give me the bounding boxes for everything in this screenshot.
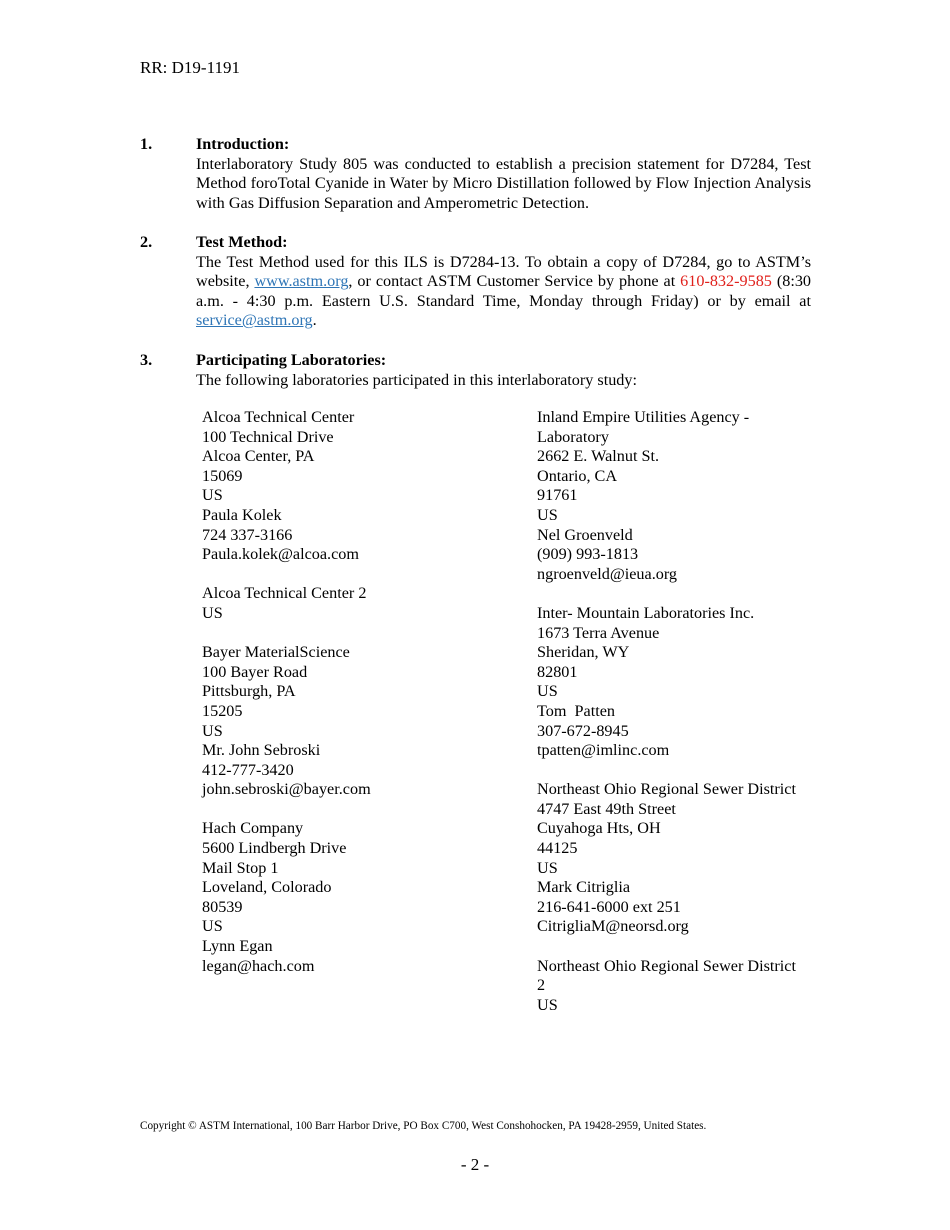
lab-country: US	[537, 505, 558, 524]
lab-phone: 412-777-3420	[202, 760, 294, 779]
service-email-link[interactable]: service@astm.org	[196, 311, 313, 330]
lab-name: Hach Company	[202, 819, 304, 838]
labs-left-column	[202, 408, 522, 996]
lab-contact: Lynn Egan	[202, 937, 273, 956]
lab-phone: 216-641-6000 ext 251	[537, 897, 681, 916]
lab-contact: Mr. John Sebroski	[202, 741, 321, 760]
lab-zip: 15069	[202, 466, 243, 485]
lab-name: Northeast Ohio Regional Sewer District	[537, 956, 796, 975]
lab-country: US	[537, 858, 558, 877]
lab-entry	[202, 408, 522, 565]
lab-address: 1673 Terra Avenue	[537, 623, 660, 642]
lab-name: Alcoa Technical Center 2	[202, 584, 367, 603]
lab-entry	[537, 957, 827, 1016]
astm-website-link[interactable]: www.astm.org	[254, 272, 349, 291]
lab-entry	[202, 819, 522, 976]
lab-phone: 724 337-3166	[202, 525, 293, 544]
section-title: Introduction:	[196, 135, 290, 153]
lab-entry	[202, 643, 522, 800]
lab-contact: Nel Groenveld	[537, 525, 633, 544]
section-text: Interlaboratory Study 805 was conducted to establish a precision statement for D7284, Test Method foroTotal Cyanide in Water by Micro Distillation followed by Flow Injection Analysis with Gas Diffusion Separation and Amperometric Detection.	[196, 154, 811, 212]
lab-phone: 307-672-8945	[537, 721, 629, 740]
lab-name: Inter- Mountain Laboratories Inc.	[537, 603, 755, 622]
lab-name: Bayer MaterialScience	[202, 643, 350, 662]
lab-email: CitrigliaM@neorsd.org	[537, 917, 689, 936]
lab-name: Inland Empire Utilities Agency - Laboratory	[537, 408, 750, 446]
lab-email: ngroenveld@ieua.org	[537, 564, 678, 583]
text-segment: , or contact ASTM Customer Service by phone at	[348, 272, 681, 291]
section-text: The following laboratories participated in this interlaboratory study:	[196, 370, 637, 389]
lab-contact: Paula Kolek	[202, 505, 282, 524]
lab-country: US	[202, 917, 223, 936]
lab-name: Alcoa Technical Center	[202, 408, 355, 426]
section-number: 2.	[140, 233, 153, 251]
lab-entry	[202, 584, 522, 623]
text-segment: .	[312, 311, 317, 330]
lab-city: Loveland, Colorado	[202, 878, 332, 897]
lab-city: Cuyahoga Hts, OH	[537, 819, 661, 838]
section-number: 1.	[140, 135, 153, 153]
lab-zip: 44125	[537, 839, 578, 858]
lab-contact: Tom Patten	[537, 701, 615, 720]
copyright-footer: Copyright © ASTM International, 100 Barr Harbor Drive, PO Box C700, West Conshohocken, PA 19428-2959, United States.	[140, 1120, 707, 1132]
lab-name: Northeast Ohio Regional Sewer District	[537, 780, 796, 799]
lab-address: 5600 Lindbergh Drive	[202, 839, 347, 858]
lab-address: 4747 East 49th Street	[537, 799, 676, 818]
lab-address: 2662 E. Walnut St.	[537, 447, 660, 466]
lab-zip: 15205	[202, 701, 243, 720]
lab-country: US	[202, 603, 223, 622]
lab-country: US	[537, 682, 558, 701]
section-title: Test Method:	[196, 233, 288, 251]
lab-email: john.sebroski@bayer.com	[202, 780, 371, 799]
section-number: 3.	[140, 351, 153, 369]
lab-entry	[537, 780, 827, 937]
lab-zip: 91761	[537, 486, 578, 505]
lab-country: US	[202, 486, 223, 505]
lab-zip: 80539	[202, 897, 243, 916]
lab-country: US	[537, 995, 558, 1014]
lab-address: 100 Technical Drive	[202, 427, 334, 446]
lab-country: US	[202, 721, 223, 740]
report-id: RR: D19-1191	[140, 58, 240, 77]
text-segment: (8:30 a.m. - 4:30 p.m. Eastern U.S. Standard Time, Monday through Friday) or by email at	[196, 272, 812, 310]
lab-city: Pittsburgh, PA	[202, 682, 296, 701]
lab-city: Alcoa Center, PA	[202, 447, 315, 466]
lab-entry	[537, 604, 827, 761]
lab-city: Ontario, CA	[537, 466, 618, 485]
labs-right-column	[537, 408, 827, 1035]
lab-name-continued: 2	[537, 976, 546, 995]
lab-city: Sheridan, WY	[537, 643, 630, 662]
customer-service-phone: 610-832-9585	[680, 272, 772, 291]
lab-contact: Mark Citriglia	[537, 878, 631, 897]
lab-zip: 82801	[537, 662, 578, 681]
text-segment: The Test Method used for this ILS is D7284-13. To obtain a copy of D7284, go to ASTM’s website,	[196, 252, 811, 291]
lab-entry	[537, 408, 827, 584]
lab-phone: (909) 993-1813	[537, 545, 639, 564]
lab-email: tpatten@imlinc.com	[537, 741, 670, 760]
lab-email: legan@hach.com	[202, 956, 315, 975]
lab-address: 100 Bayer Road	[202, 662, 308, 681]
lab-email: Paula.kolek@alcoa.com	[202, 545, 359, 564]
lab-mailstop: Mail Stop 1	[202, 858, 279, 877]
section-title: Participating Laboratories:	[196, 351, 387, 369]
section-text	[196, 253, 811, 331]
page-number: - 2 -	[460, 1155, 490, 1174]
